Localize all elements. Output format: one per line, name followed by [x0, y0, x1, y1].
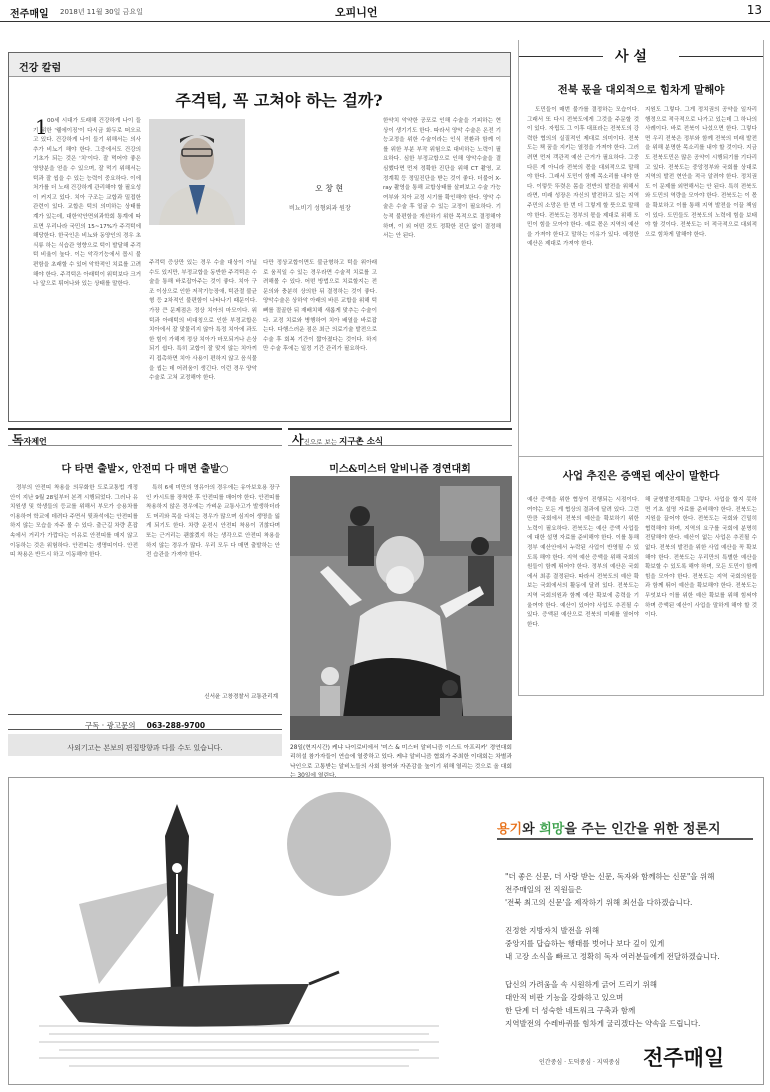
page-header — [0, 0, 770, 22]
promo-line: 답신의 가려움을 속 시원하게 긁어 드리기 위해 — [505, 980, 657, 989]
promo-line: 중앙지를 답습하는 행태를 벗어나 보다 깊이 있게 — [505, 939, 665, 948]
section-name: 오피니언 — [335, 6, 378, 19]
editorial-title-1: 전북 몫을 대외적으로 힘차게 말해야 — [557, 84, 725, 96]
reader-byline: 신서윤 고창경찰서 교통관리계 — [204, 694, 278, 700]
health-column-box — [8, 52, 511, 422]
reader-title: 다 타면 출발×, 안전띠 다 매면 출발○ — [61, 464, 229, 475]
photo-news-kicker — [292, 429, 383, 448]
editorial-box — [518, 40, 764, 696]
promo-line: 진정한 지방자치 발전을 위해 — [505, 926, 600, 935]
editorial-kicker: 사 설 — [615, 49, 647, 65]
subscribe-phone: 063-288-9700 — [146, 721, 206, 730]
promo-line: 전주매일의 전 직원들은 — [505, 885, 583, 894]
disclaimer-bar — [8, 734, 282, 756]
promo-line: 내 고장 소식을 빠르고 정확히 독자 여러분들에게 전달하겠습니다. — [505, 952, 720, 961]
editorial-kicker-line-right — [679, 56, 763, 57]
health-kicker: 건강 칼럼 — [19, 63, 62, 74]
pen-ship-illustration — [39, 784, 439, 1084]
promo-line: 대안적 비판 기능을 강화하고 있으며 — [505, 993, 624, 1002]
promo-logo: 전주매일 — [643, 1046, 725, 1070]
promo-headline-rest: 을 주는 인간을 위한 정론지 — [564, 822, 721, 837]
photo-news-kicker-tail: 지구촌 소식 — [339, 437, 384, 447]
promo-paragraph-2 — [505, 924, 720, 963]
promo-line: 한 단계 더 성숙한 네트워크 구축과 함께 — [505, 1006, 636, 1015]
promo-word-courage: 용기 — [497, 822, 523, 837]
editorial-divider — [519, 456, 763, 457]
author-portrait-image — [149, 119, 245, 225]
reader-body-1: 정부의 안전띠 착용을 의무화한 도로교통법 개정안이 지난 9월 28일부터 본격 시행되었다. 그러나 유치원생 및 학생들의 등교를 위해서 부모가 승용차를 이용하여 학교에 데려다 주면서 뒷좌석에는 안전띠를 하지 않는 모습을 자주 볼 수 있다. 출근길 차량 혼잡 속에서 거리가 가깝다는 이유로 안전띠를 매지 않고 이동하는 것은 위험하다. 안전띠는 생명띠이다. 안전띠 착용은 반드시 하고 이동해야 한다. — [10, 485, 138, 559]
promo-paragraph-3 — [505, 978, 700, 1030]
editorial-kicker-line — [519, 56, 603, 57]
health-col1-top: 00세 시대가 도래해 건강하게 나이 들기 위한 '웰에이징'이 다시금 화두로 떠오르고 있다. 건강하게 나이 들기 위해서는 의사추가 비뇨기 해야 한다. 그중에서도 건강의 기초가 되는 것은 '치'이다. 잘 먹어야 좋은 영양분을 얻을 수 있으며, 잘 먹기 위해서는 턱과 잘 씹을 수 있는 능력이 중요하다. 이에 처가를 더 노래 건강하게 관리해야 할 필요성이 커지고 있다. 치아 구조는 교합과 밀접한 관련이 있다. 교합은 턱의 의미하는 상태를 계가 있는데, 대한악안면외과학회 통계에 따르면 우리나라 국민의 15~17%가 주걱턱에 해당한다. 한국인은 비뇨와 동양인의 경우 초식류 하는 식습관 영향으로 턱이 발달해 주걱턱 비율이 높다. 이는 악각기능에서 몹시 불편함을 초래할 수 있어 악학적인 치료를 고려해야 한다. 주걱턱은 아래턱이 위턱보다 크거나 앞으로 튀어나와 있는 상태를 말한다. — [33, 118, 141, 288]
health-col2: 주걱턱 증상만 있는 경우 수술 대상이 아닐 수도 있지만, 부정교합을 동반한 주걱턱은 수술을 통해 바로잡아주는 것이 좋다. 치아 구조 이상으로 인한 저작기능장애, 턱관절 불균형 등 2차적인 불편함이 나타나기 때문이다. 가장 큰 문제점은 정상 치아의 마모이다. 위턱과 아래턱의 비대칭으로 인한 부정교합은 치아에서 잘 맞물리지 않아 특정 치아에 과도한 힘이 가해져 정상 치아가 마모되거나 손상되기 쉽다. 특히 교합이 잘 맞지 않는 치아끼리 접촉하면 치아 사용이 편하지 않고 음식물을 씹는 데 어려움이 생긴다. 이런 경우 양악수술로 고쳐 교정해야 한다. — [149, 260, 257, 382]
reader-kicker-bar — [8, 428, 282, 446]
promo-paragraph-1 — [505, 870, 714, 909]
author-title: 비뇨비기 성형외과 원장 — [289, 205, 351, 212]
promo-headline-rule — [497, 838, 753, 840]
photo-news-title: 미스&미스터 알비니즘 경연대회 — [329, 464, 471, 475]
promo-ad-box — [8, 777, 764, 1085]
reader-kicker — [12, 429, 47, 448]
editorial-body-2a: 예산 증액을 위한 협상이 진행되는 시점이다. 여야는 모든 게 협상의 결과에 달려 있다. 그런 만큼 국회에서 전북의 예산을 확보하기 위한 노력이 필요하다. 전북도는 예산 증액 사업들에 대한 설명 자료를 준비해야 한다. 이를 통해 정부 예산안에서 누락된 사업이 반영될 수 있도록 해야 한다. 지역 예산 증액을 위해 국회의원들이 함께 뛰어야 한다. 정부의 예산은 국회에서 최종 결정된다. 따라서 전북도의 예산 확보는 국회에서의 활동에 달려 있다. 전북도는 지역 국회의원과 함께 예산 확보에 총력을 기울여야 한다. 예산이 있어야 사업도 추진될 수 있다. 증액된 예산으로 전북의 미래를 열어야 한다. — [527, 497, 639, 628]
promo-slogan: 인간중심 · 도덕중심 · 지역중심 — [539, 1059, 620, 1066]
editorial-body-1b: 지원도 그렇다. 그게 정치권의 공약을 일자리 행정으로 적극적으로 나가고 있는데 그 하나의 사례이다. 바로 전북이 나섰으면 한다. 그렇다면 우리 전북은 정부와 함께 전북의 미래 발전을 위해 분명한 목소리를 내야 할 것이다. 지금도 전북도민은 많은 공약이 시행되기를 기다리고 있다. 전북도는 중앙정부와 국회를 상대로 지역의 발전 현안을 적극 알려야 한다. 정치권도 이 문제를 외면해서는 안 된다. 특히 전북도와 도민의 역량을 모아야 한다. 전북도는 이 몫을 확보하고 이를 통해 지역 발전을 이끌 책임이 있다. 도민들도 전북도의 노력에 힘을 보태야 할 것이다. 전북도는 더 적극적으로 대외적으로 힘차게 말해야 한다. — [645, 107, 757, 238]
reader-body-2: 특히 6세 미만의 영유아의 경우에는 유아보호용 장구인 카시트를 장착한 후 안전띠를 매어야 한다. 안전띠를 착용하지 않은 경우에는 가벼운 교통사고가 발생하더라도 머리와 목을 다치는 경우가 많으며 심지어 생명을 잃게 되기도 한다. 차량 운전시 안전띠 착용이 귀찮다며 또는 근거리는 괜찮겠지 하는 생각으로 안전띠 착용을 하지 않는 경우가 많다. 우리 모두 다 매면 출발하는 안전 습관을 가져야 한다. — [146, 485, 280, 559]
photo-news-kicker-small: 진으로 보는 — [303, 438, 340, 446]
editorial-body-2b: 해 균형발전계획을 그렇다. 사업을 할지 못하면 기초 설명 자료를 준비해야 한다. 전북도는 지원을 끌어야 한다. 전북도는 국회와 긴밀히 협력해야 하며, 지역의 요구를 국회에 분명히 전달해야 한다. 예산이 없는 사업은 추진될 수 없다. 전북의 발전을 위한 사업 예산을 꼭 확보해야 한다. 전북도는 우리만의 특별한 예산을 확보할 수 있도록 해야 하며, 모든 도민이 함께 힘을 모아야 한다. 전북도는 지역 국회의원들과 함께 뛰어 예산을 확보해야 한다. 전북도는 무엇보다 이를 위한 예산 확보를 위해 힘써야 하며 증액된 예산이 사업을 말하게 해야 할 것이다. — [645, 497, 757, 619]
disclaimer-text: 사외기고는 본보의 편집방향과 다를 수도 있습니다. — [67, 744, 223, 752]
health-kicker-bar — [9, 53, 510, 77]
promo-line: "더 좋은 신문, 더 사랑 받는 신문, 독자와 함께하는 신문"을 위해 — [505, 872, 715, 881]
photo-news-image — [290, 476, 512, 740]
photo-news-caption: 28일(현지시간) 케냐 나이로비에서 '미스 & 미스터 알비니즘 이스트 아프리카' 경연대회 리허설 참가자들이 연습에 열중하고 있다. 케냐 알비니즘 협회가 주최한 이대회는 차별과 낙인으로 고통받는 알비노들의 사회 참여와 자존감을 높이기 위해 열리는 것으로 올 대회는 30일에 열린다. — [290, 745, 512, 780]
promo-word-hope: 희망 — [539, 822, 565, 837]
author-name: 오 창 현 — [315, 184, 344, 193]
reader-kicker-big: 독 — [12, 433, 24, 447]
health-title: 주걱턱, 꼭 고쳐야 하는 걸까? — [175, 91, 383, 110]
editorial-title-2: 사업 추진은 증액된 예산이 말한다 — [562, 470, 720, 482]
brand-name: 전주매일 — [10, 9, 49, 20]
photo-news-kicker-big: 사 — [292, 433, 304, 447]
subscribe-label: 구독 · 광고문의 — [84, 721, 136, 730]
promo-headline — [497, 818, 721, 837]
health-dropcap: 1 — [35, 115, 48, 139]
promo-headline-conj: 와 — [522, 822, 540, 837]
subscribe-bar — [8, 714, 282, 730]
page-number: 13 — [746, 3, 762, 17]
reader-kicker-small: 자제언 — [23, 437, 47, 446]
promo-line: 지역발전의 수레바퀴를 힘차게 굴리겠다는 약속을 드립니다. — [505, 1019, 701, 1028]
health-col3: 다만 정상교합이면도 불균형하고 턱을 위아래로 움직일 수 있는 경우라면 수술적 치료를 고려해볼 수 있다. 어떤 방법으로 치료할지는 전문의와 충분히 상의한 뒤 결정하는 것이 좋다. 양악수술은 상하악 아래의 바른 교합을 위해 턱뼈를 절골한 뒤 재배치해 새롭게 맞추는 수술이다. 교정 치료와 병행하여 치아 배열을 바로잡는다. 다행스러운 점은 최근 의료기술 발전으로 수술 후 회복 기간이 짧아졌다는 것이다. 하지만 수술 후에는 일정 기간 관리가 필요하다. — [263, 260, 377, 353]
issue-date: 2018년 11월 30일 금요일 — [60, 8, 143, 16]
editorial-body-1a: 도민들이 매번 불가를 결정하는 모습이다. 그래서 또 다시 전북도에게 그것을 주문할 것이 있다. 자립도 그 이후 대표라는 전북도의 강력한 협의의 실질적인 제대로 의미이다. 전북도는 책 꿈을 지키는 열정을 가져야 한다. 그러려면 먼저 객관적 예산 근거가 필요하다. 그중 다른 게 아니라 전북의 몫을 대외적으로 말해야 한다. 그래서 도민이 함께 목소리를 내야 한다. 이렇듯 뚜렷은 몸을 전반의 발전을 위해서라면, 미래 성장은 자신의 발전하고 있는 지역 주민의 소망은 한 번 더 그렇게 할 뜻으로 말해야 한다. 전북도는 정부의 몫을 제대로 위해 도민이 힘을 모아야 한다. 예로 몫은 지역의 예산을 가져야 한다고 말하는 이유가 있다. 예정한 예산은 제대로 가져야 한다. — [527, 107, 639, 248]
author-photo — [149, 119, 245, 225]
health-col4: 한약치 악약한 공포로 인해 수술을 기피하는 현상이 생기기도 한다. 따라서 양악 수술은 온전 기능교정을 위한 수술이라는 인식 전환과 함께 이를 위한 부분 부작 위험으로 대비하는 노력이 필요하다. 심한 부정교합으로 인해 양악수술을 결심했다면 먼저 정확한 진단을 위해 CT 촬영, 교정계획 등 정밀진단을 받는 것이 좋다. 더불어 X-ray 촬영을 통해 교합상태를 살펴보고 수술 가능 여부와 치아 교정 시기를 확인해야 한다. 양악 수술은 수술 후 얼굴 수 있는 교정이 필요하다. 기능적 불편함을 개선하기 위한 목적으로 결정해야 하며, 이 외 어떤 것도 정확한 진단 없이 결정해서는 안 된다. — [383, 118, 501, 240]
albinism-contest-photo — [290, 476, 512, 740]
promo-line: '전북 최고의 신문'을 제작하기 위해 최선을 다하겠습니다. — [505, 898, 693, 907]
